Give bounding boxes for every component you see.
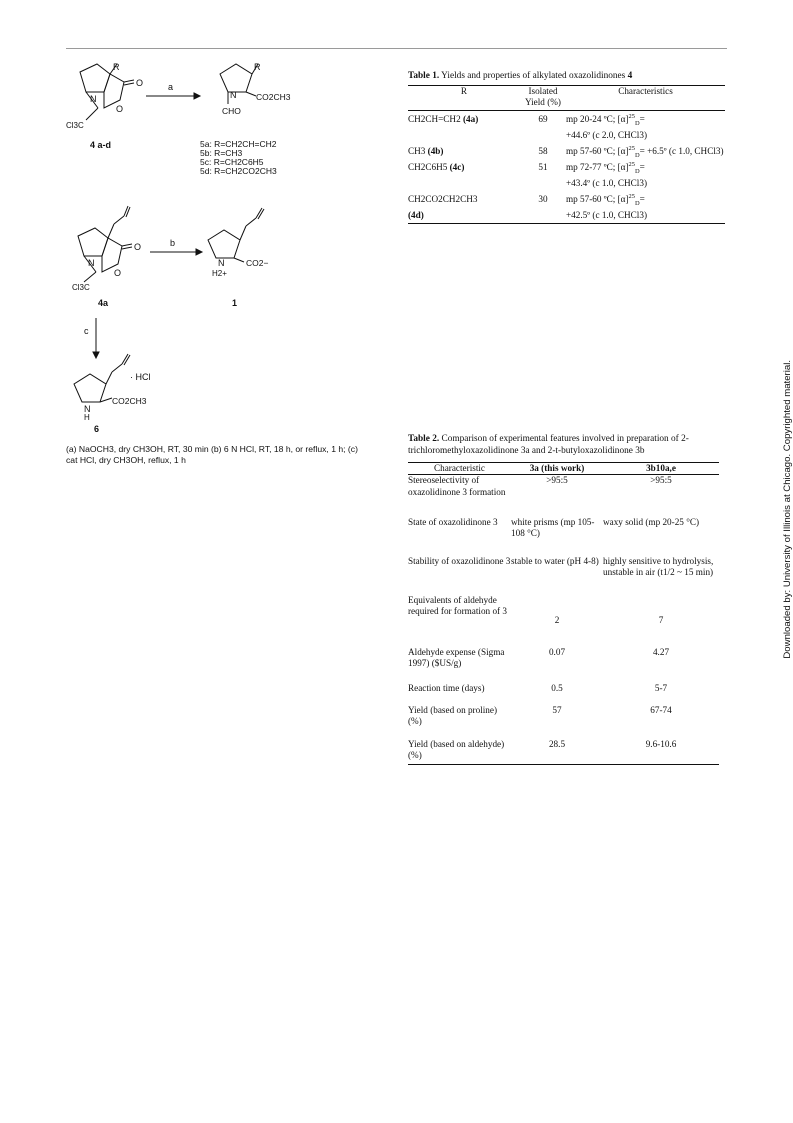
atom-N-1: N [218, 258, 225, 268]
oxazolidinone-ring-4 [104, 74, 124, 108]
t2-row: Reaction time (days) 0.5 5-7 [408, 682, 668, 693]
atom-R-4: R [113, 62, 120, 72]
substituent-5a: 5a: R=CH2CH=CH2 [200, 139, 277, 149]
atom-O-carbonyl-4a: O [134, 242, 142, 252]
atom-CO2CH3-6: CO2CH3 [112, 396, 147, 406]
atom-CO2CH3-5: CO2CH3 [256, 92, 291, 102]
step-a-label: a [168, 82, 174, 92]
scheme-caption: (a) NaOCH3, dry CH3OH, RT, 30 min (b) 6 N HCl, RT, 18 h, or reflux, 1 h; (c) cat HCl, dry CH3OH, reflux, 1 h [66, 444, 358, 465]
substituent-5d: 5d: R=CH2CO2CH3 [200, 166, 277, 176]
t1-row: CH2CH=CH2 (4a) 69 mp 20-24 ºC; $[\alpha]^{25}_D=$ +44.6º (c 2.0, CHCl3) [408, 112, 648, 140]
step-c-label: c [84, 326, 89, 336]
t1-header-characteristics: Characteristics [566, 86, 725, 109]
t2-row: State of oxazolidinone 3 white prisms (mp 105-108 °C) waxy solid (mp 20-25 °C) [408, 516, 700, 538]
t2-header-characteristic: Characteristic [408, 463, 511, 475]
atom-H2plus-1: H2+ [212, 269, 227, 278]
t2-row: Yield (based on proline) (%) 57 67-74 [408, 704, 672, 726]
t2-row: Stability of oxazolidinone 3 stable to water (pH 4-8) highly sensitive to hydrolysis, unstable in air (t1/2 ~ 15 min) [408, 555, 714, 577]
label-4a-d: 4 a-d [90, 140, 112, 150]
atom-N-6: N [84, 404, 91, 414]
atom-R-5: R [254, 62, 261, 72]
step-b-label: b [170, 238, 176, 248]
t1-row: CH3 (4b) 58 mp 57-60 ºC; $[\alpha]^{25}_D=$ +6.5º (c 1.0, CHCl3) [408, 144, 724, 159]
t1-row: CH2C6H5 (4c) 51 mp 72-77 ºC; $[\alpha]^{25}_D=$ +43.4º (c 1.0, CHCl3) [408, 160, 648, 188]
atom-N-4: N [90, 94, 97, 104]
atom-N-4a: N [88, 258, 95, 268]
substituent-5c: 5c: R=CH2C6H5 [200, 157, 264, 167]
label-4a: 4a [98, 298, 109, 308]
t2-row: Aldehyde expense (Sigma 1997) ($US/g) 0.07 4.27 [408, 646, 670, 668]
t1-header-yield: Isolated Yield (%) [520, 86, 566, 109]
t2-row: Stereoselectivity of oxazolidinone 3 formation >95:5 >95:5 [408, 475, 672, 497]
table1-title: Table 1. Yields and properties of alkylated oxazolidinones 4 [408, 71, 633, 81]
atom-CHO-5: CHO [222, 106, 241, 116]
reaction-scheme [0, 0, 400, 440]
atom-H-6: H [84, 413, 90, 422]
t1-header-r: R [408, 86, 520, 109]
table2-title: Table 2. Comparison of experimental features involved in preparation of 2-trichloromethyloxazolidinone 3a and 2-t-butyloxazolidinone 3b [408, 434, 689, 456]
atom-O-carbonyl-4: O [136, 78, 144, 88]
label-1: 1 [232, 298, 238, 308]
atom-CO2minus-1: CO2− [246, 258, 269, 268]
substituent-5b: 5b: R=CH3 [200, 148, 243, 158]
table1 [408, 85, 725, 224]
t2-row: Equivalents of aldehyde required for formation of 3 2 7 [408, 594, 664, 625]
t2-row: Yield (based on aldehyde) (%) 28.5 9.6-10.6 [408, 739, 719, 765]
atom-Cl3C-4a: Cl3C [72, 283, 90, 292]
atom-N-5: N [230, 90, 237, 100]
t2-header-3a: 3a (this work) [511, 463, 603, 475]
t2-header-3b: 3b10a,e [603, 463, 719, 475]
label-6: 6 [94, 424, 100, 434]
atom-HCl-6: · HCl [130, 372, 151, 382]
atom-O-ring-4a: O [114, 268, 122, 278]
t1-row: CH2CO2CH2CH3 (4d) 30 mp 57-60 ºC; $[\alpha]^{25}_D=$ +42.5º (c 1.0, CHCl3) [408, 191, 725, 224]
atom-O-ring-4: O [116, 104, 124, 114]
table2 [408, 462, 719, 765]
atom-Cl3C-4: Cl3C [66, 121, 84, 130]
